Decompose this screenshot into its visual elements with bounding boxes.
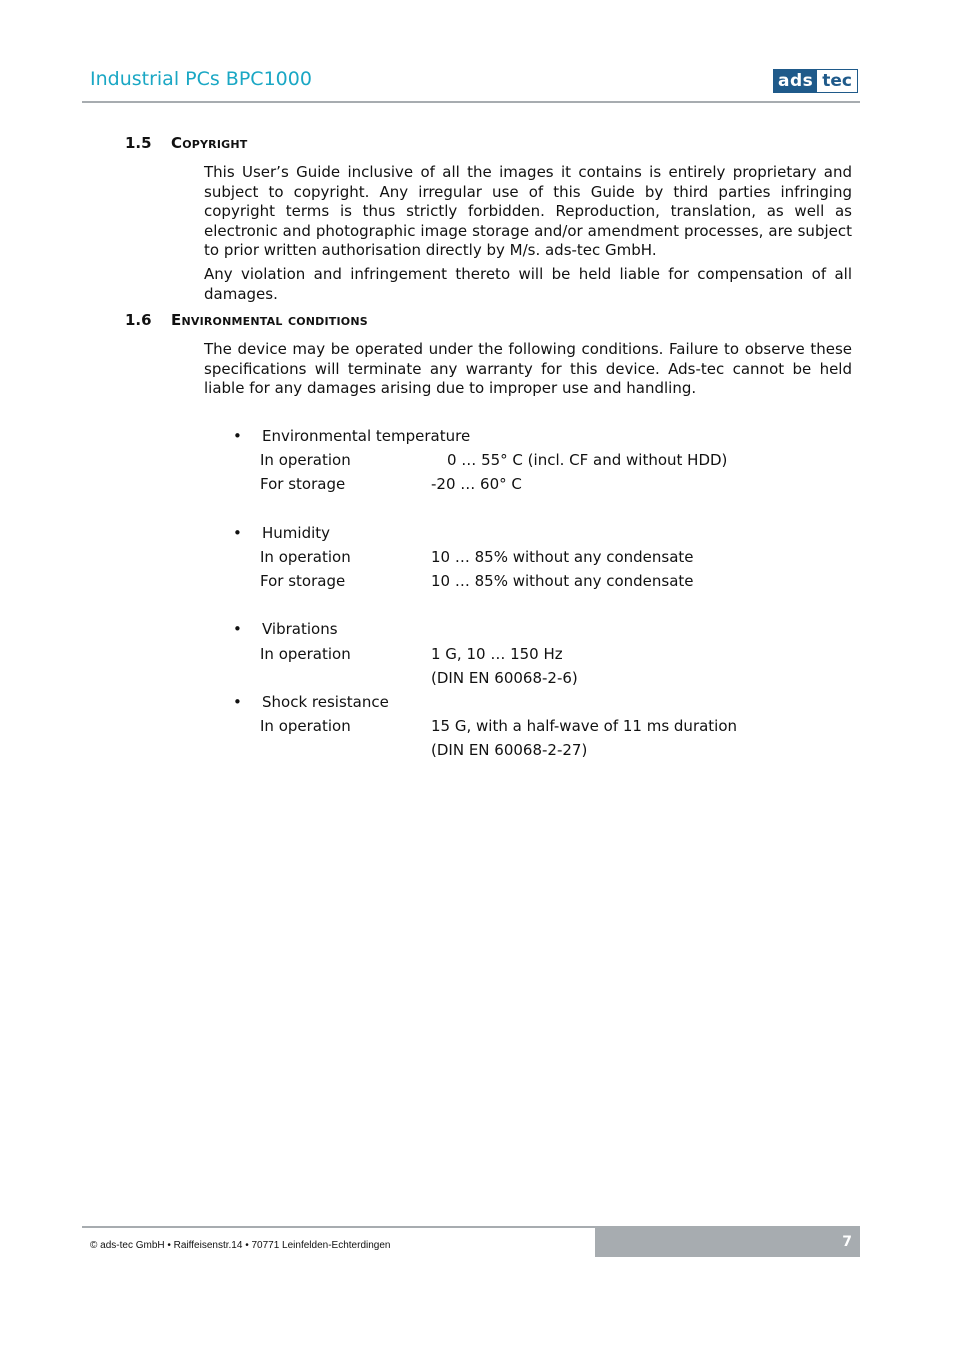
spec-value: 0 … 55° C (incl. CF and without HDD)	[447, 451, 728, 469]
spec-value: 10 … 85% without any condensate	[431, 572, 694, 590]
section-title: Environmental conditions	[171, 311, 368, 329]
bullet-label: Vibrations	[262, 620, 338, 638]
section-title: Copyright	[171, 134, 248, 152]
spec-label: In operation	[260, 548, 351, 566]
spec-value: 15 G, with a half-wave of 11 ms duration	[431, 717, 738, 735]
spec-standard: (DIN EN 60068-2-27)	[431, 741, 588, 759]
spec-value: 1 G, 10 … 150 Hz	[431, 645, 563, 663]
spec-label: In operation	[260, 717, 351, 735]
bullet-icon: •	[233, 620, 242, 638]
copyright-paragraph-1: This User’s Guide inclusive of all the images it contains is entirely proprietary and subject to copyright. Any irregular use of this Guide by third parties infringing copyright terms is thus strictly forbidden. Reproduction, translation, as well as electronic and photographic image storage and/or amendment processes, are subject to prior written authorisation directly by M/s. ads-tec GmbH.	[204, 163, 852, 259]
environmental-paragraph: The device may be operated under the following conditions. Failure to observe these specifications will terminate any warranty for this device. Ads-tec cannot be held liable for any damages arising due to improper use and handling.	[204, 340, 852, 397]
footer-address: © ads-tec GmbH • Raiffeisenstr.14 • 70771 Leinfelden-Echterdingen	[90, 1240, 391, 1251]
spec-label: In operation	[260, 451, 351, 469]
bullet-icon: •	[233, 693, 242, 711]
ads-tec-logo	[773, 69, 858, 93]
section-heading-environmental	[125, 311, 368, 329]
spec-value: -20 … 60° C	[431, 475, 522, 493]
document-title: Industrial PCs BPC1000	[90, 68, 312, 90]
header-divider	[82, 101, 860, 103]
spec-label: In operation	[260, 645, 351, 663]
bullet-icon: •	[233, 427, 242, 445]
spec-standard: (DIN EN 60068-2-6)	[431, 669, 578, 687]
spec-value: 10 … 85% without any condensate	[431, 548, 694, 566]
bullet-label: Shock resistance	[262, 693, 389, 711]
logo-tec-text: tec	[817, 70, 857, 92]
footer-divider	[82, 1226, 595, 1228]
page-number: 7	[842, 1234, 852, 1250]
bullet-icon: •	[233, 524, 242, 542]
section-number: 1.6	[125, 311, 152, 329]
copyright-paragraph-2: Any violation and infringement thereto will be held liable for compensation of all damages.	[204, 265, 852, 303]
bullet-label: Humidity	[262, 524, 331, 542]
section-number: 1.5	[125, 134, 152, 152]
section-heading-copyright	[125, 134, 248, 152]
spec-label: For storage	[260, 572, 346, 590]
bullet-label: Environmental temperature	[262, 427, 471, 445]
page-number-box	[595, 1226, 860, 1257]
spec-label: For storage	[260, 475, 346, 493]
logo-ads-text: ads	[774, 70, 817, 92]
